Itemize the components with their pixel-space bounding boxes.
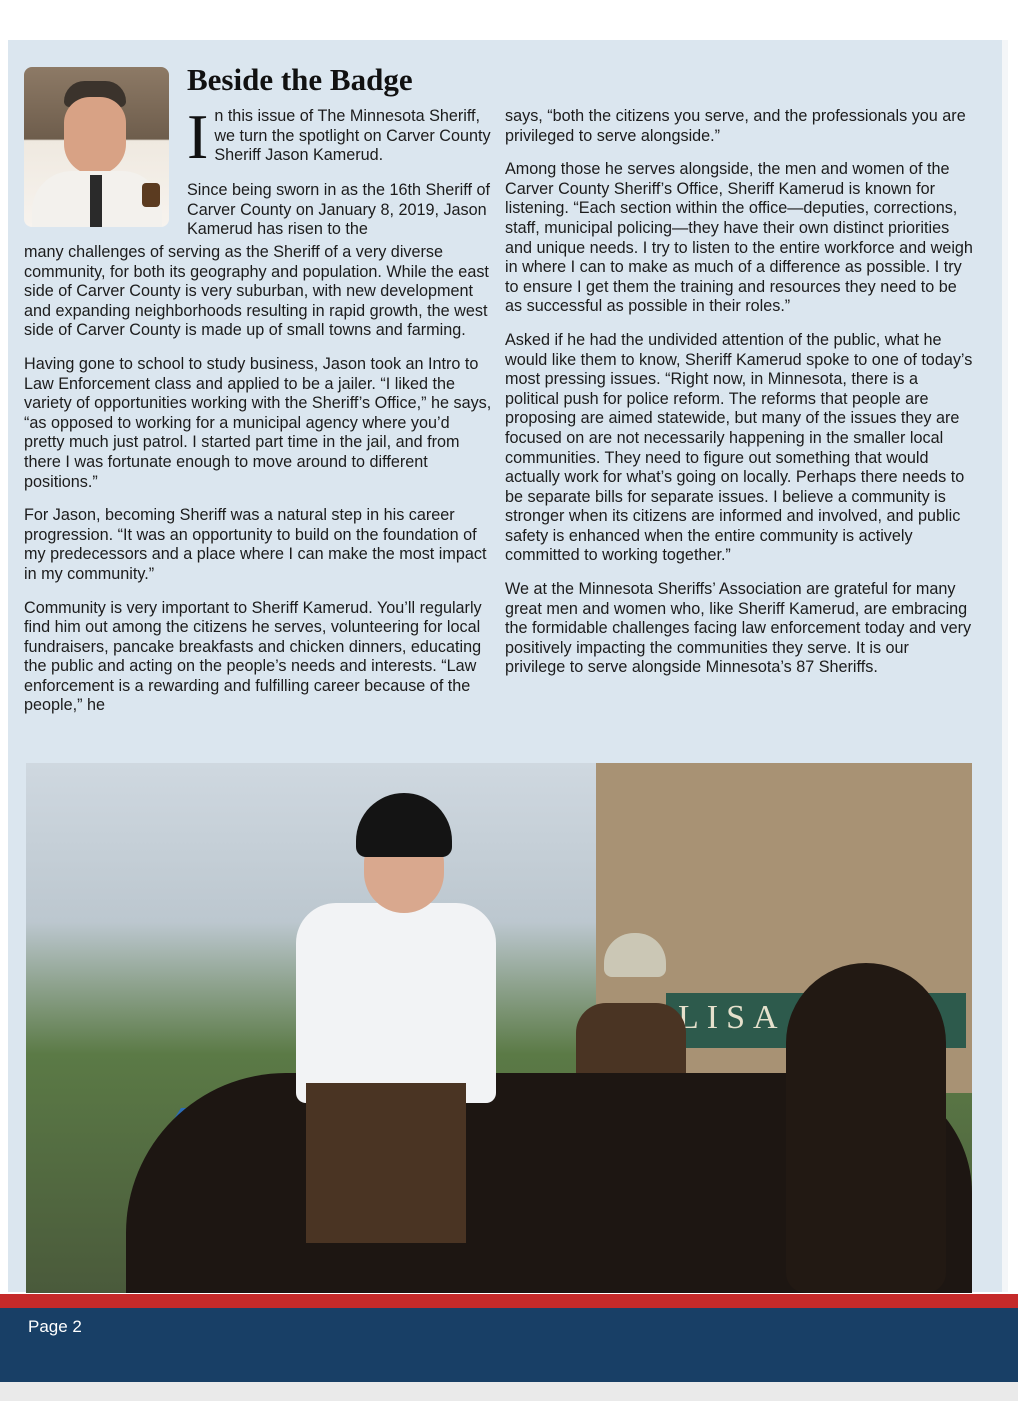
paragraph-r3: Asked if he had the undivided attention of the public, what he would like them to know, Sheriff Kamerud spoke to one of today’s most pressing issues. “Right now, in Minnesota, there is a political push for police reform. The reforms that people are proposing are aimed statewide, but many of the issues they are focused on are not necessarily happening in the smaller local communities. They need to figure out something that would actually work for what’s going on locally. Perhaps there needs to be separate bills for separate issues. I believe a community is stronger when its citizens are informed and involved, and public safety is enhanced when the entire community is actively committed to working together.” (505, 330, 973, 565)
scan-margin (0, 0, 1018, 40)
page-number: Page 2 (28, 1317, 82, 1336)
rider-helmet (356, 793, 452, 857)
portrait-tie (90, 175, 102, 227)
rider-shirt (296, 903, 496, 1103)
left-column (24, 243, 494, 730)
footer-blue-band (0, 1308, 1018, 1382)
paragraph-3: For Jason, becoming Sheriff was a natural step in his career progression. “It was an opportunity to build on the foundation of my predecessors and a place where I can make the most impact in my community.” (24, 506, 487, 583)
article-lead (187, 101, 492, 172)
lead-text: n this issue of The Minnesota Sheriff, we turn the spotlight on Carver County Sheriff Jason Kamerud. (214, 107, 491, 165)
scan-bottom-margin (0, 1382, 1018, 1401)
horse-head (786, 963, 946, 1293)
sheriff-portrait-photo (24, 67, 169, 227)
mounted-patrol-photo (26, 763, 972, 1293)
right-column (505, 107, 973, 692)
sheriff-rider (236, 783, 506, 1203)
drop-cap: I (187, 101, 209, 172)
paragraph-r1: says, “both the citizens you serve, and the professionals you are privileged to serve alongside.” (505, 107, 966, 145)
portrait-face (64, 97, 126, 175)
rider-pants (306, 1083, 466, 1243)
paragraph-r4: We at the Minnesota Sheriffs’ Association are grateful for many great men and women who, like Sheriff Kamerud, are embracing the formidable challenges facing law enforcement today and very positively impacting the communities they serve. It is our privilege to serve alongside Minnesota’s 87 Sheriffs. (505, 580, 972, 677)
portrait-patch (142, 183, 160, 207)
sign-text: LISA (678, 999, 784, 1036)
footer-red-stripe (0, 1294, 1018, 1308)
paragraph-r2: Among those he serves alongside, the men and women of the Carver County Sheriff’s Office, Sheriff Kamerud is known for listening. “Each section within the office—deputies, corrections, staff, municipal policing—they have their own distinct priorities and unique needs. I try to listen to the entire workforce and weigh in where I can to make as much of a difference as possible. I try to ensure I get them the training and resources they need to be as successful as possible in their roles.” (505, 160, 973, 316)
second-deputy-helmet (604, 933, 666, 977)
article-title: Beside the Badge (187, 62, 413, 97)
paragraph-1-start (187, 181, 492, 240)
paragraph-2: Having gone to school to study business, Jason took an Intro to Law Enforcement class and applied to be a jailer. “I liked the variety of opportunities working with the Sheriff’s Office,” he says, “as opposed to working for a municipal agency where you’d pretty much just patrol. I started part time in the jail, and from there I was fortunate enough to move around to different positions.” (24, 354, 492, 491)
paragraph-4: Community is very important to Sheriff Kamerud. You’ll regularly find him out among the citizens he serves, volunteering for local fundraisers, pancake breakfasts and chicken dinners, educating the public and acting on the people’s needs and interests. “Law enforcement is a rewarding and fulfilling career because of the people,” he (24, 598, 482, 715)
p1-start-text: Since being sworn in as the 16th Sheriff of Carver County on January 8, 2019, Jason Kamerud has risen to the (187, 181, 490, 239)
paragraph-1-rest: many challenges of serving as the Sheriff of a very diverse community, for both its geography and population. While the east side of Carver County is very suburban, with new development and expanding neighborhoods resulting in rapid growth, the west side of Carver County is made up of small towns and farming. (24, 243, 489, 340)
